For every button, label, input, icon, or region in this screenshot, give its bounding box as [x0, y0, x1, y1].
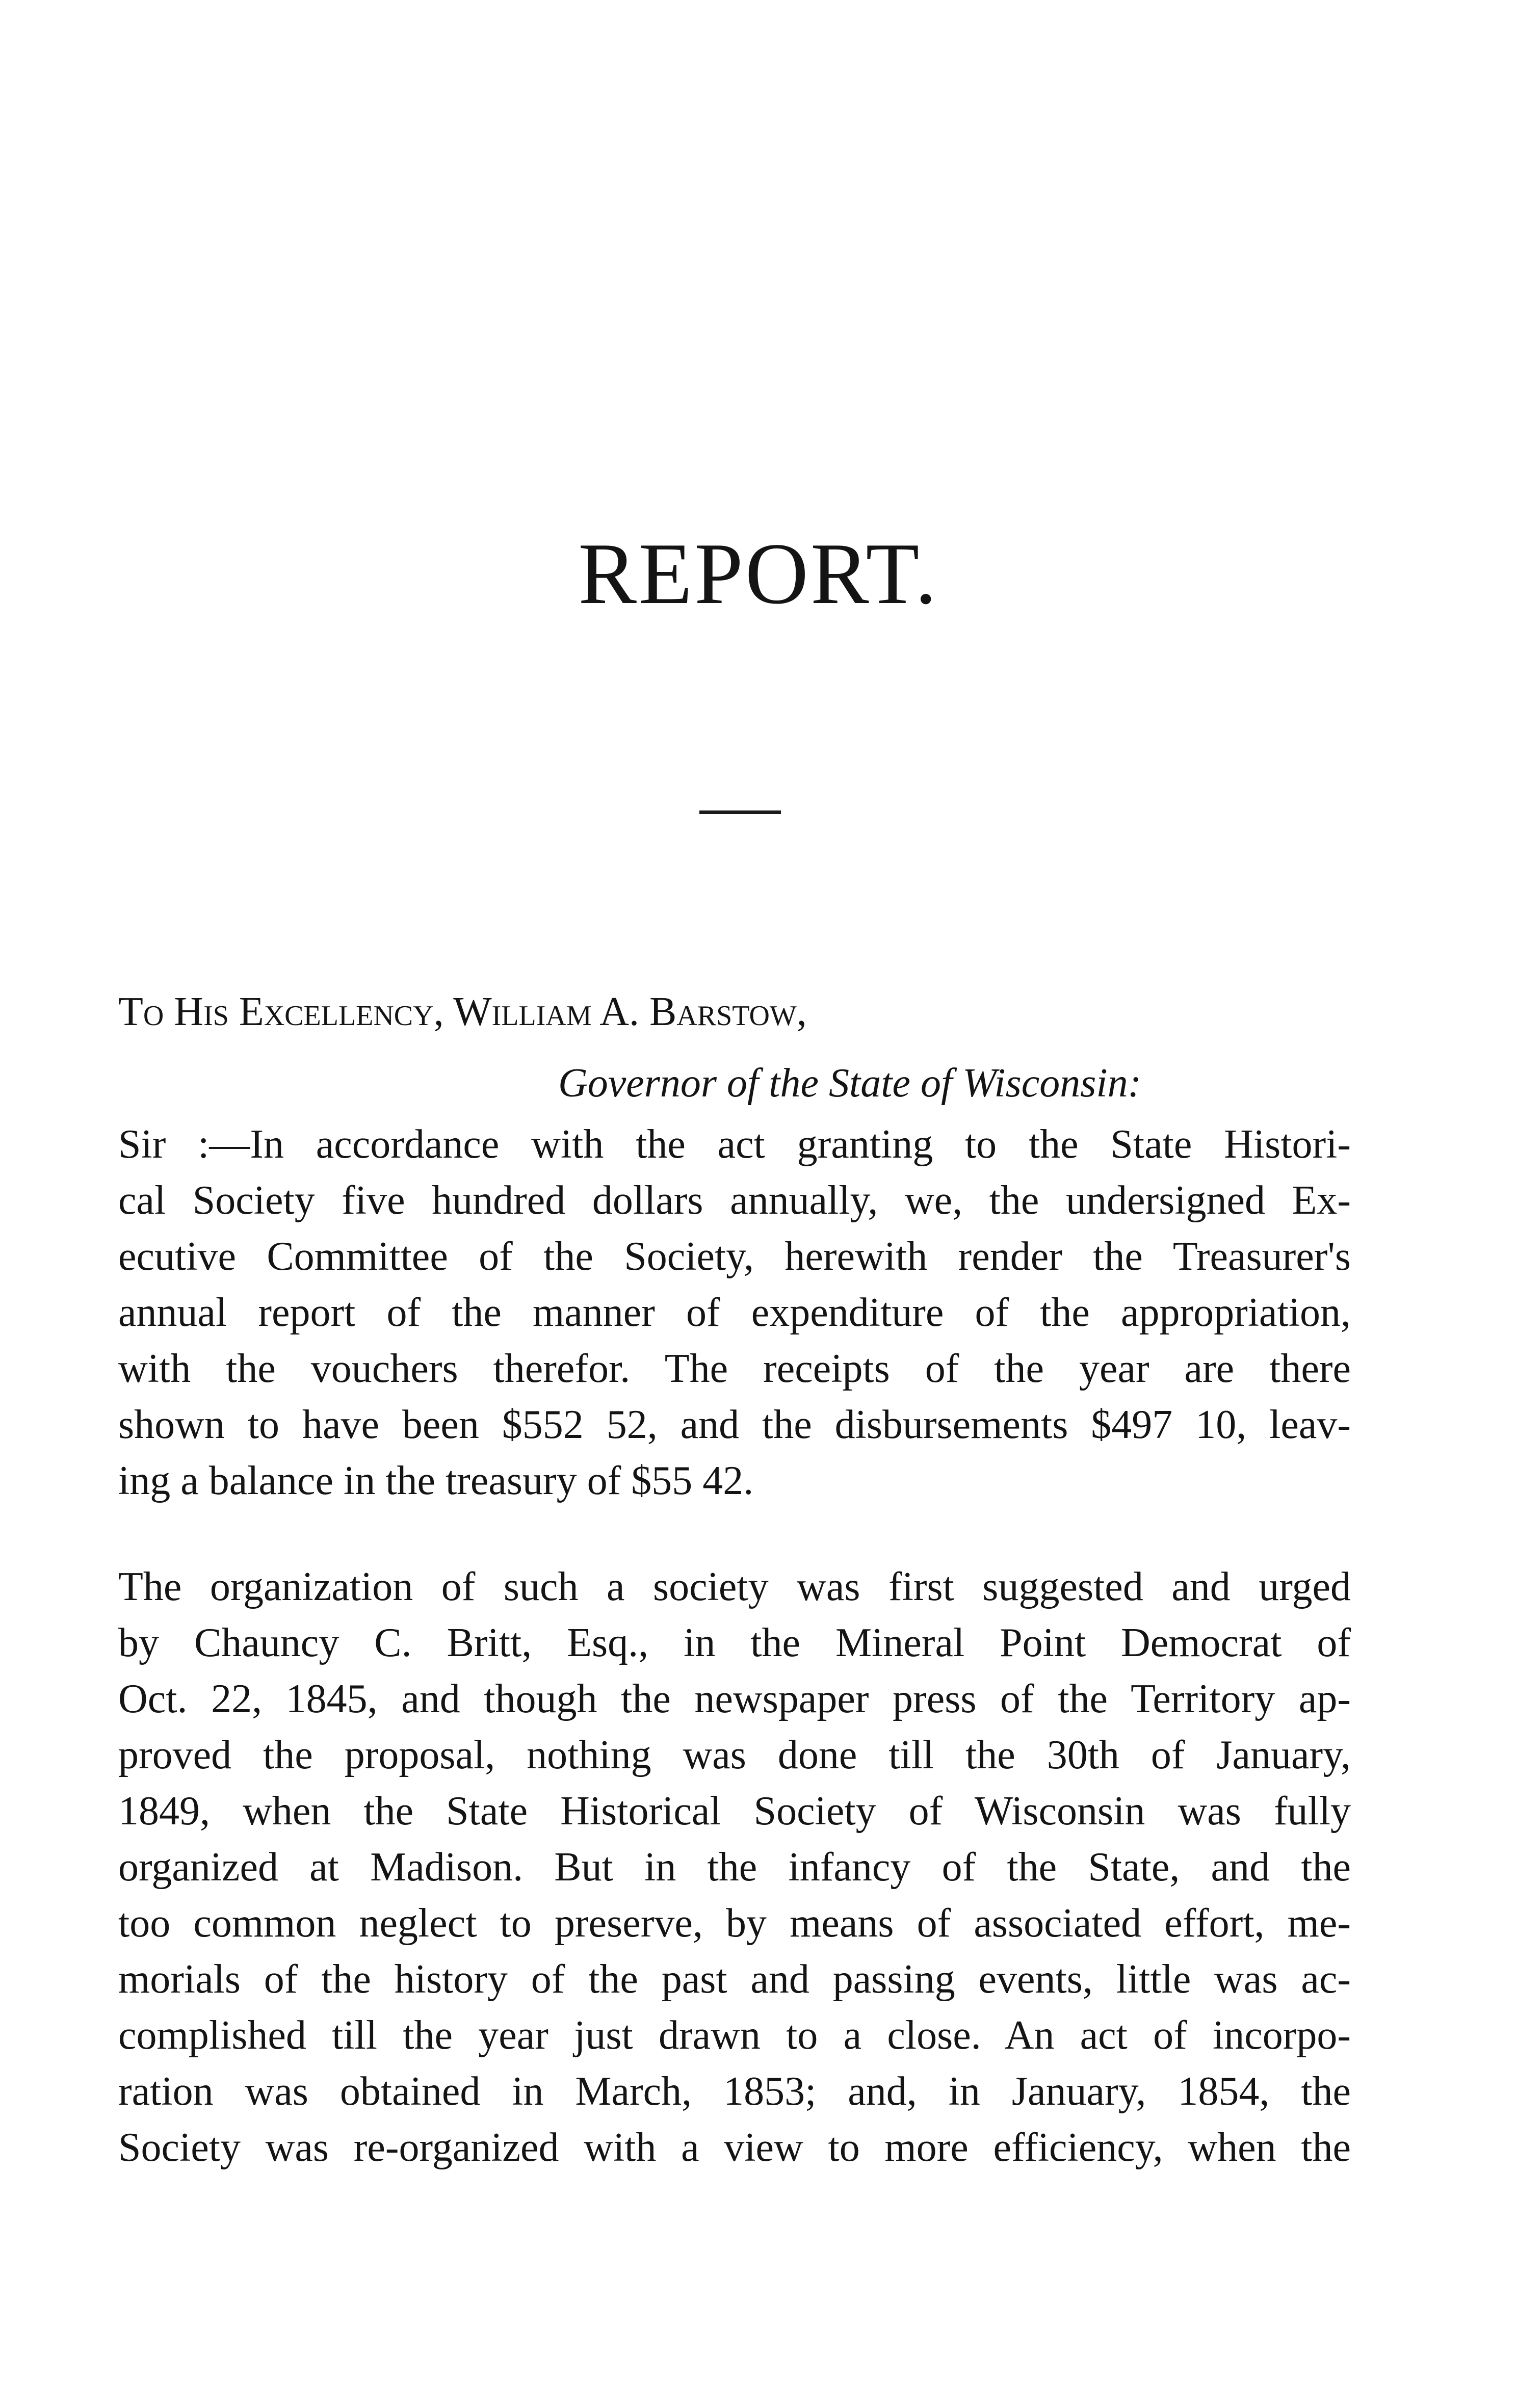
paragraph-1-line: ing a balance in the treasury of $55 42.: [118, 1458, 754, 1503]
paragraph-1: [118, 1116, 1351, 1509]
paragraph-1-line: cal Society five hundred dollars annually, we, the undersigned Ex-: [118, 1178, 1351, 1223]
paragraph-2-line: organized at Madison. But in the infancy of the State, and the: [118, 1845, 1351, 1890]
paragraph-2-line: Oct. 22, 1845, and though the newspaper press of the Territory ap-: [118, 1677, 1351, 1721]
paragraph-1-line: with the vouchers therefor. The receipts of the year are there: [118, 1346, 1351, 1391]
paragraph-1-line: annual report of the manner of expenditure of the appropriation,: [118, 1290, 1351, 1335]
paragraph-2-line: 1849, when the State Historical Society of Wisconsin was fully: [118, 1789, 1351, 1834]
paragraph-2-line: morials of the history of the past and passing events, little was ac-: [118, 1957, 1351, 2002]
paragraph-2-line: ration was obtained in March, 1853; and, in January, 1854, the: [118, 2069, 1351, 2114]
page-title: REPORT.: [578, 526, 939, 622]
salutation-line: To His Excellency, William A. Barstow,: [118, 989, 807, 1034]
paragraph-1-line: ecutive Committee of the Society, herewith render the Treasurer's: [118, 1234, 1351, 1279]
paragraph-2-line: Society was re-organized with a view to more efficiency, when the: [118, 2125, 1351, 2170]
paragraph-1-line: shown to have been $552 52, and the disbursements $497 10, leav-: [118, 1402, 1351, 1447]
paragraph-2: [118, 1559, 1351, 2176]
governor-title-line: Governor of the State of Wisconsin:: [558, 1061, 1142, 1106]
paragraph-1-line: Sir :—In accordance with the act granting to the State Histori-: [118, 1122, 1351, 1167]
paragraph-2-line: too common neglect to preserve, by means of associated effort, me-: [118, 1901, 1351, 1946]
paragraph-2-line: by Chauncy C. Britt, Esq., in the Mineral Point Democrat of: [118, 1620, 1351, 1665]
paragraph-2-line: proved the proposal, nothing was done till the 30th of January,: [118, 1733, 1351, 1777]
paragraph-2-line: The organization of such a society was first suggested and urged: [118, 1564, 1351, 1609]
paragraph-2-line: complished till the year just drawn to a close. An act of incorpo-: [118, 2013, 1351, 2058]
title-divider: [699, 810, 781, 814]
